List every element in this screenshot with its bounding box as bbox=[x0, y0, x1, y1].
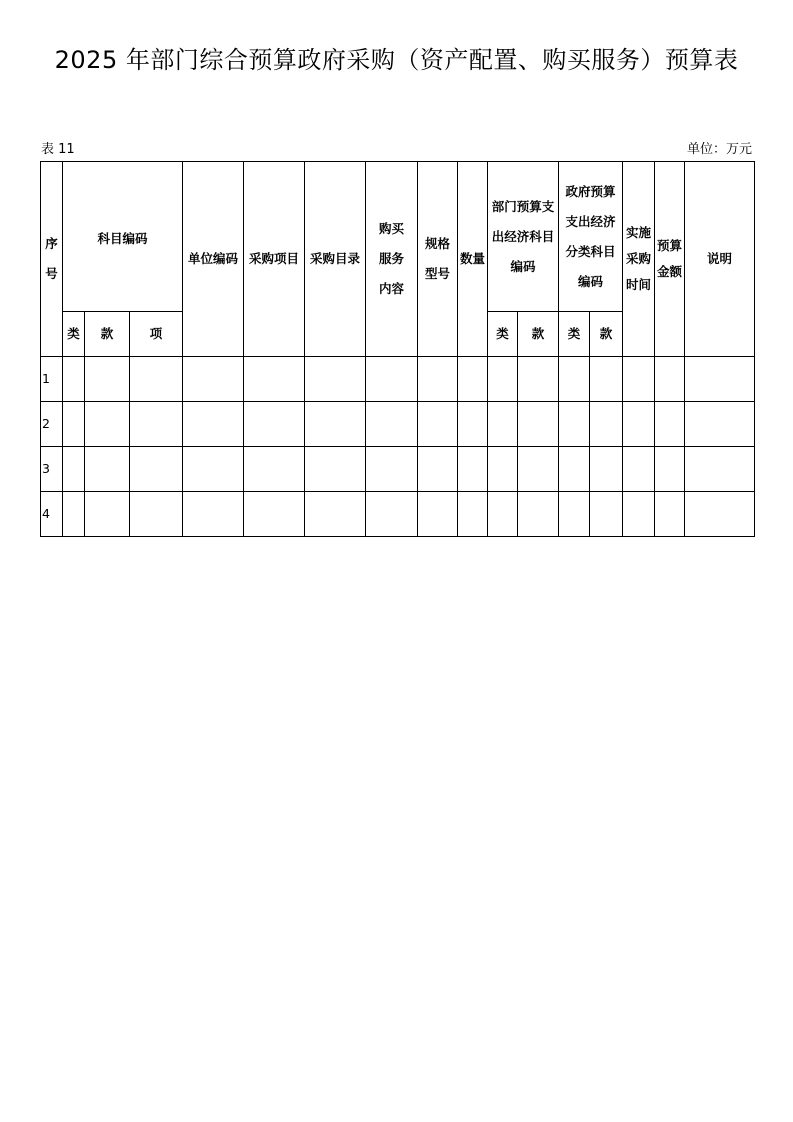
header-purchase-catalog: 采购目录 bbox=[305, 162, 366, 357]
header-dept-kuan: 款 bbox=[518, 312, 559, 357]
table-row bbox=[41, 402, 755, 447]
header-seq: 序号 bbox=[41, 162, 63, 357]
table-number: 表 11 bbox=[41, 142, 75, 157]
header-dept-econ-code: 部门预算支出经济科目编码 bbox=[488, 162, 559, 312]
header-budget-amount: 预算金额 bbox=[655, 162, 685, 357]
row-number: 1 bbox=[41, 357, 63, 402]
header-service-content: 购买服务内容 bbox=[366, 162, 418, 357]
header-remark: 说明 bbox=[685, 162, 755, 357]
header-impl-time: 实施采购时间 bbox=[623, 162, 655, 357]
row-number: 4 bbox=[41, 492, 63, 537]
header-row-1 bbox=[41, 162, 755, 312]
header-spec-model: 规格型号 bbox=[418, 162, 458, 357]
table-row bbox=[41, 492, 755, 537]
header-dept-lei: 类 bbox=[488, 312, 518, 357]
header-gov-kuan: 款 bbox=[590, 312, 623, 357]
header-subject-lei: 类 bbox=[63, 312, 85, 357]
header-purchase-item: 采购项目 bbox=[244, 162, 305, 357]
header-subject-code: 科目编码 bbox=[63, 162, 183, 312]
budget-table bbox=[40, 161, 755, 537]
header-subject-kuan: 款 bbox=[85, 312, 130, 357]
header-gov-econ-code: 政府预算支出经济分类科目编码 bbox=[559, 162, 623, 312]
table-row bbox=[41, 447, 755, 492]
header-subject-xiang: 项 bbox=[130, 312, 183, 357]
header-unit-code: 单位编码 bbox=[183, 162, 244, 357]
unit-label: 单位：万元 bbox=[686, 142, 752, 157]
header-gov-lei: 类 bbox=[559, 312, 590, 357]
table-row bbox=[41, 357, 755, 402]
row-number: 3 bbox=[41, 447, 63, 492]
page-title: 2025 年部门综合预算政府采购（资产配置、购买服务）预算表 bbox=[54, 46, 739, 74]
header-quantity: 数量 bbox=[458, 162, 488, 357]
row-number: 2 bbox=[41, 402, 63, 447]
